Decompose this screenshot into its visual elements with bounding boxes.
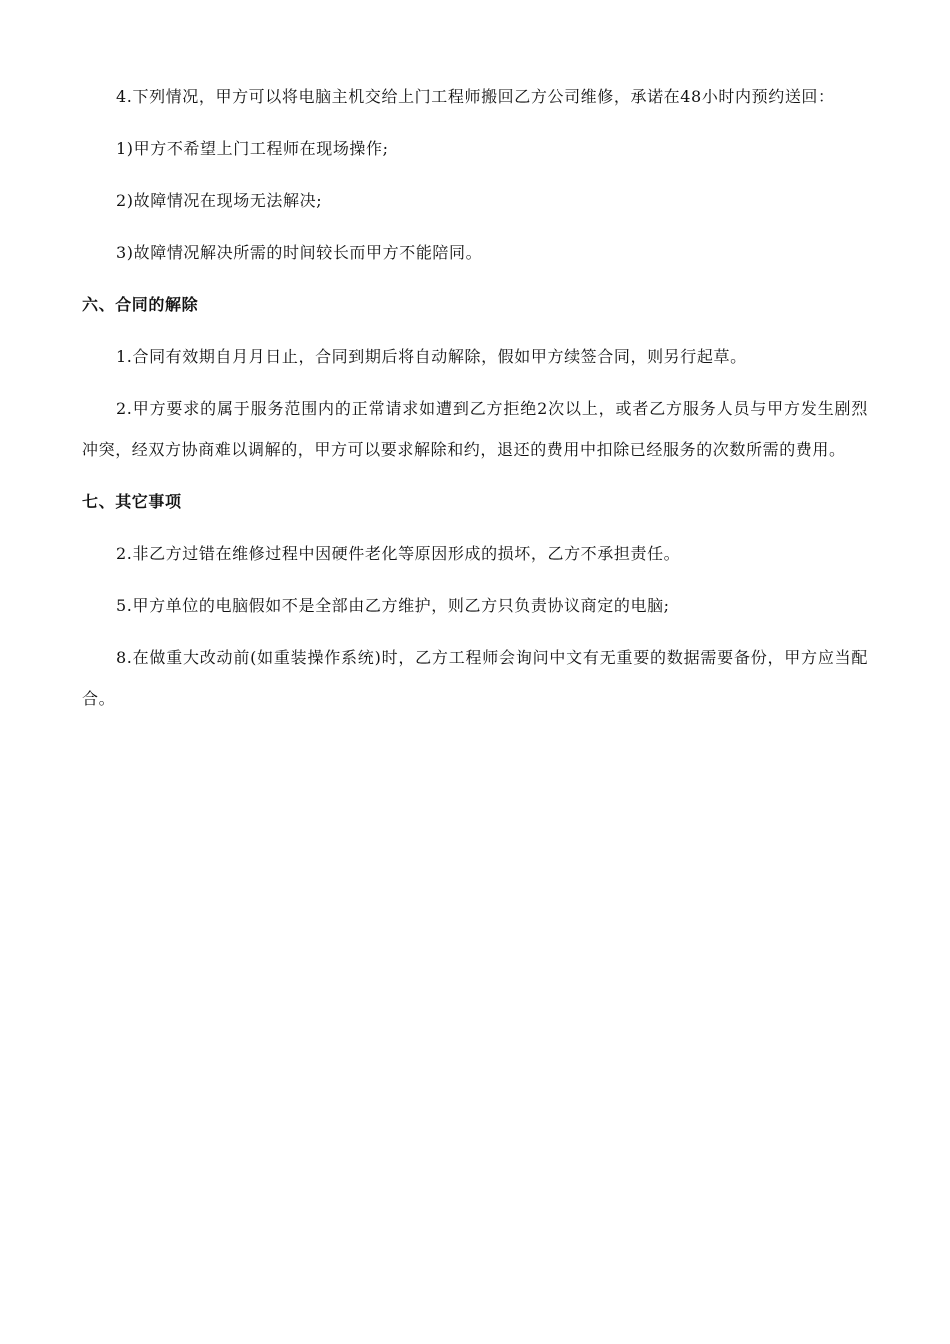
paragraph-termination-2: 2.甲方要求的属于服务范围内的正常请求如遭到乙方拒绝2次以上，或者乙方服务人员与甲方发生剧烈冲突，经双方协商难以调解的，甲方可以要求解除和约，退还的费用中扣除已经服务的次数所需的费用。	[82, 399, 868, 459]
paragraph-item-1: 1)甲方不希望上门工程师在现场操作;	[116, 139, 389, 158]
document-body	[82, 76, 868, 719]
paragraph-other-8: 8.在做重大改动前(如重装操作系统)时，乙方工程师会询问中文有无重要的数据需要备份，甲方应当配合。	[82, 648, 868, 708]
paragraph-other-5: 5.甲方单位的电脑假如不是全部由乙方维护，则乙方只负责协议商定的电脑;	[116, 596, 670, 615]
paragraph-item-3: 3)故障情况解决所需的时间较长而甲方不能陪同。	[116, 243, 483, 262]
paragraph-item-2: 2)故障情况在现场无法解决;	[116, 191, 323, 210]
section-heading-other-matters: 七、其它事项	[82, 492, 182, 511]
paragraph-other-2: 2.非乙方过错在维修过程中因硬件老化等原因形成的损坏，乙方不承担责任。	[116, 544, 681, 563]
paragraph-termination-1: 1.合同有效期自月月日止，合同到期后将自动解除，假如甲方续签合同，则另行起草。	[116, 347, 747, 366]
paragraph-clause-4: 4.下列情况，甲方可以将电脑主机交给上门工程师搬回乙方公司维修，承诺在48小时内预约送回：	[116, 87, 835, 106]
section-heading-contract-termination: 六、合同的解除	[82, 295, 199, 314]
